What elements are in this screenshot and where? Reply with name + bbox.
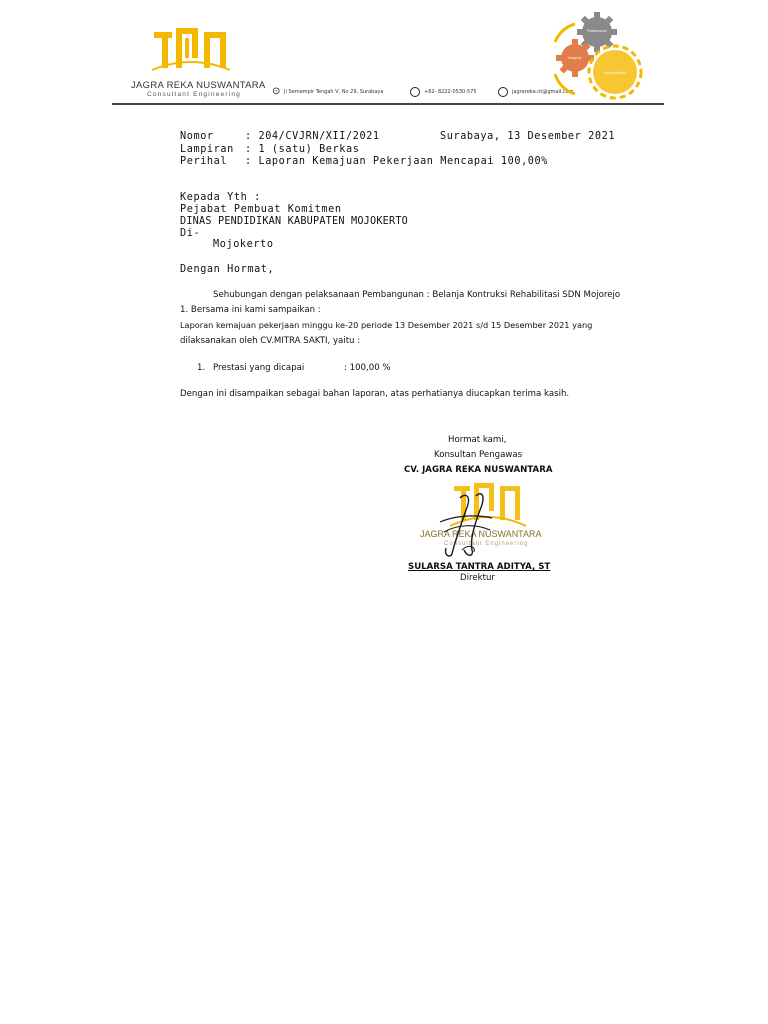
body-line-4: dilaksanakan oleh CV.MITRA SAKTI, yaitu : (180, 336, 361, 346)
closing-line: Dengan ini disampaikan sebagai bahan laporan, atas perhatianya diucapkan terima kasih. (180, 389, 570, 399)
gear-label-integrity: Integrity (568, 56, 582, 60)
list-item-number: 1. (197, 363, 206, 373)
company-email: jagrareka.nt@gmail.com (512, 89, 574, 95)
perihal-label: Perihal (180, 156, 228, 167)
recipient-city: Mojokerto (213, 239, 274, 250)
list-item-value: : 100,00 % (344, 363, 391, 373)
location-icon: ⊙ (272, 86, 281, 97)
recipient-line-3: DINAS PENDIDIKAN KABUPATEN MOJOKERTO (180, 216, 409, 227)
signatory-name: SULARSA TANTRA ADITYA, ST (408, 562, 551, 572)
company-name: JAGRA REKA NUSWANTARA (131, 80, 266, 91)
gear-label-professional: Professional (587, 29, 607, 33)
recipient-line-4: Di- (180, 228, 201, 239)
lampiran-label: Lampiran (180, 144, 234, 155)
body-line-1: Sehubungan dengan pelaksanaan Pembangunan : Belanja Kontruksi Rehabilitasi SDN Mojorejo (213, 290, 621, 300)
email-icon (498, 87, 508, 97)
letter-date: Surabaya, 13 Desember 2021 (440, 131, 616, 142)
nomor-label: Nomor (180, 131, 214, 142)
company-phone: +62- 8222-0530-575 (424, 89, 477, 95)
header-rule (112, 103, 664, 105)
recipient-line-2: Pejabat Pembuat Komitmen (180, 204, 342, 215)
signature-hormat: Hormat kami, (448, 435, 507, 445)
greeting: Dengan Hormat, (180, 264, 275, 275)
body-line-2: 1. Bersama ini kami sampaikan : (180, 305, 321, 315)
signatory-title: Direktur (460, 573, 495, 583)
gear-label-accountability: Accountability (603, 71, 627, 75)
stamp-company-name: JAGRA REKA NUSWANTARA (420, 529, 542, 539)
company-tagline: Consultant Engineering (147, 91, 241, 98)
phone-icon (410, 87, 420, 97)
body-line-3: Laporan kemajuan pekerjaan minggu ke-20 periode 13 Desember 2021 s/d 15 Desember 2021 yang (180, 320, 593, 330)
nomor-value: : 204/CVJRN/XII/2021 (245, 131, 380, 142)
stamp-tagline: Consultant Engineering (444, 541, 529, 547)
signature-role: Konsultan Pengawas (434, 450, 523, 460)
signature-company: CV. JAGRA REKA NUSWANTARA (404, 465, 553, 475)
perihal-value: : Laporan Kemajuan Pekerjaan Mencapai 100,00% (245, 156, 549, 167)
recipient-line-1: Kepada Yth : (180, 192, 261, 203)
company-address: Jl Semampir Tengah V, No 29, Surabaya (284, 89, 384, 95)
handwritten-signature (432, 488, 502, 560)
lampiran-value: : 1 (satu) Berkas (245, 144, 360, 155)
list-item-label: Prestasi yang dicapai (213, 363, 305, 373)
company-logo (150, 24, 232, 72)
